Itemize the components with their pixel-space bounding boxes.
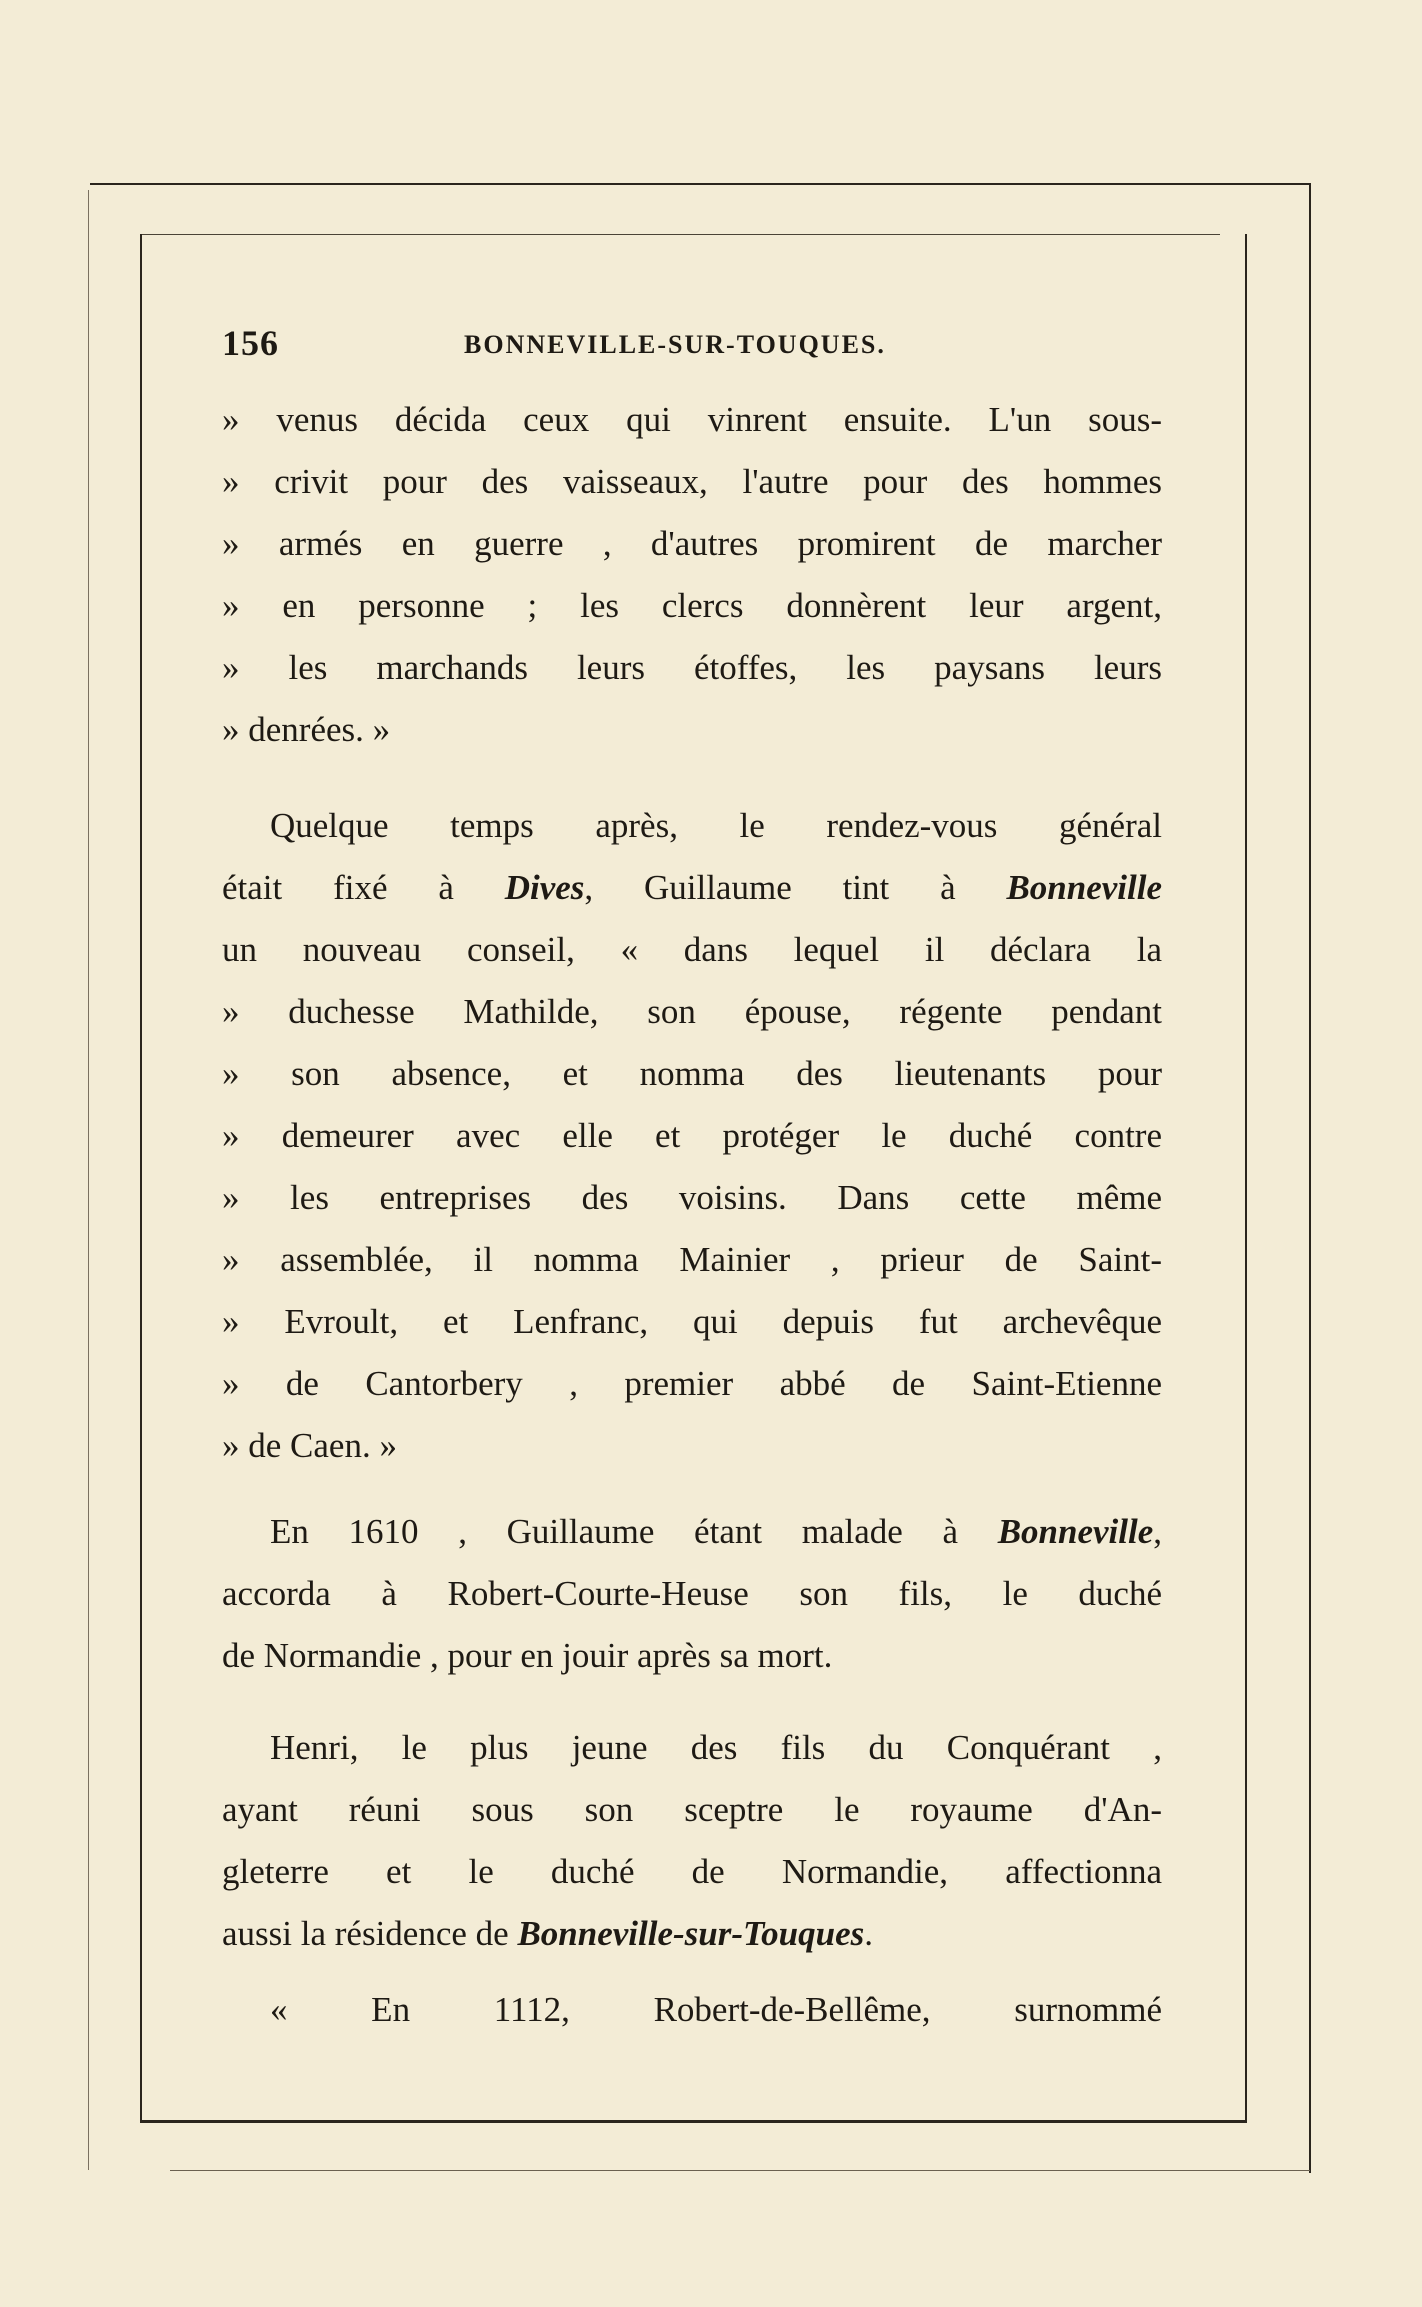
text-line: » en personne ; les clercs donnèrent leur argent, bbox=[222, 586, 1162, 625]
text-line: de Normandie , pour en jouir après sa mort. bbox=[222, 1636, 833, 1675]
text-line: » duchesse Mathilde, son épouse, régente pendant bbox=[222, 992, 1162, 1031]
text-line: » denrées. » bbox=[222, 710, 391, 749]
text-line: » assemblée, il nomma Mainier , prieur de Saint- bbox=[222, 1240, 1162, 1279]
outer-frame-right-rule bbox=[1309, 183, 1311, 2173]
text-line: » demeurer avec elle et protéger le duché contre bbox=[222, 1116, 1162, 1155]
text-line: » de Cantorbery , premier abbé de Saint-Etienne bbox=[222, 1364, 1162, 1403]
outer-frame-bottom-rule bbox=[170, 2170, 1310, 2171]
inner-frame-top-rule bbox=[140, 234, 1220, 235]
text-line: gleterre et le duché de Normandie, affectionna bbox=[222, 1852, 1162, 1891]
text-line: accorda à Robert-Courte-Heuse son fils, le duché bbox=[222, 1574, 1162, 1613]
text-line: aussi la résidence de Bonneville-sur-Touques. bbox=[222, 1914, 874, 1953]
text-line: ayant réuni sous son sceptre le royaume d'An- bbox=[222, 1790, 1162, 1829]
text-line: Quelque temps après, le rendez-vous général bbox=[270, 806, 1162, 845]
text-line: » les entreprises des voisins. Dans cette même bbox=[222, 1178, 1162, 1217]
inner-frame-left-rule bbox=[140, 234, 142, 2122]
text-line: En 1610 , Guillaume étant malade à Bonneville, bbox=[270, 1512, 1162, 1551]
page-header bbox=[222, 322, 1172, 366]
text-line: » crivit pour des vaisseaux, l'autre pour des hommes bbox=[222, 462, 1162, 501]
text-line: » armés en guerre , d'autres promirent de marcher bbox=[222, 524, 1162, 563]
text-line: » Evroult, et Lenfranc, qui depuis fut archevêque bbox=[222, 1302, 1162, 1341]
text-line: un nouveau conseil, « dans lequel il déclara la bbox=[222, 930, 1162, 969]
running-title: BONNEVILLE-SUR-TOUQUES. bbox=[464, 330, 886, 359]
text-line: » son absence, et nomma des lieutenants pour bbox=[222, 1054, 1162, 1093]
text-line: » les marchands leurs étoffes, les paysans leurs bbox=[222, 648, 1162, 687]
text-line: « En 1112, Robert-de-Bellême, surnommé bbox=[270, 1990, 1162, 2029]
inner-frame-bottom-rule bbox=[140, 2120, 1247, 2123]
outer-frame-top-rule bbox=[90, 183, 1310, 185]
text-line: était fixé à Dives, Guillaume tint à Bonneville bbox=[222, 868, 1162, 907]
text-line: » venus décida ceux qui vinrent ensuite. L'un sous- bbox=[222, 400, 1162, 439]
text-line: Henri, le plus jeune des fils du Conquérant , bbox=[270, 1728, 1162, 1767]
text-line: » de Caen. » bbox=[222, 1426, 397, 1465]
outer-frame-left-rule bbox=[88, 190, 89, 2170]
page-number: 156 bbox=[222, 323, 279, 363]
inner-frame-right-rule bbox=[1245, 234, 1247, 2122]
